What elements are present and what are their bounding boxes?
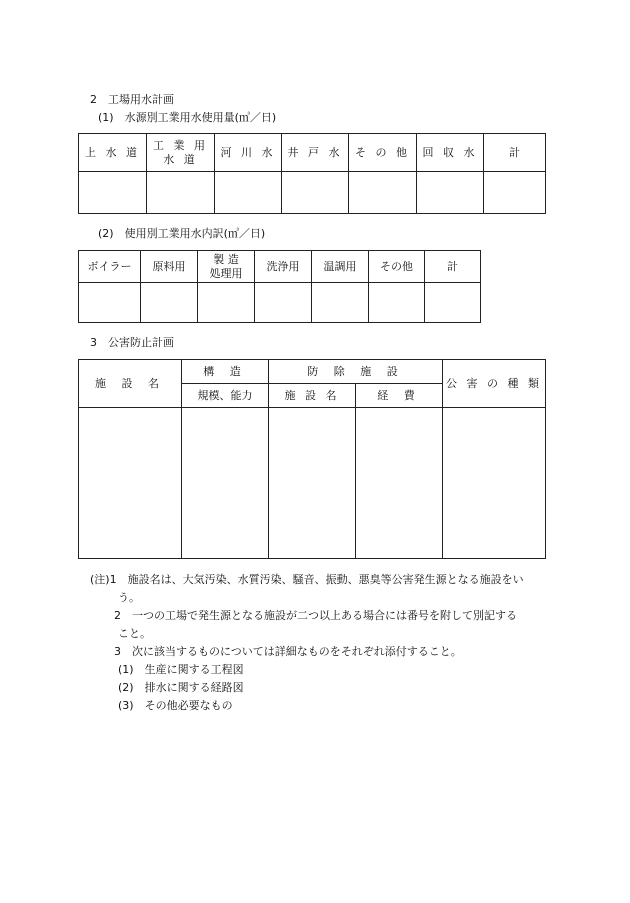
note-1-cont: う。 (118, 591, 140, 604)
header-boiler: ボイラー (79, 251, 141, 283)
cell-empty[interactable] (215, 172, 282, 214)
header-total: 計 (484, 134, 546, 172)
header-total: 計 (425, 251, 481, 283)
note-3-item-3: (3) その他必要なもの (118, 699, 233, 712)
cell-empty[interactable] (255, 283, 312, 323)
header-other: その他 (369, 251, 425, 283)
cell-empty[interactable] (443, 408, 546, 559)
usage-breakdown-subheading: (2) 使用別工業用水内訳(㎥／日) (98, 227, 266, 240)
water-source-subheading: (1) 水源別工業用水使用量(㎥／日) (98, 111, 277, 124)
header-raw-material: 原料用 (141, 251, 198, 283)
header-well-water: 井 戸 水 (282, 134, 349, 172)
header-scale-capacity: 規模、能力 (182, 384, 269, 408)
cell-empty[interactable] (282, 172, 349, 214)
cell-empty[interactable] (198, 283, 255, 323)
cell-empty[interactable] (369, 283, 425, 323)
cell-empty[interactable] (425, 283, 481, 323)
note-2: 2 一つの工場で発生源となる施設が二つ以上ある場合には番号を附して別記する (114, 609, 517, 622)
header-manufacturing: 製 造 処理用 (198, 251, 255, 283)
pollution-prevention-table (78, 359, 546, 559)
header-industrial-water: 工 業 用 水 道 (147, 134, 215, 172)
header-prevention-name: 施 設 名 (269, 384, 356, 408)
header-pollution-type: 公 害 の 種 類 (443, 360, 546, 408)
cell-empty[interactable] (356, 408, 443, 559)
header-structure: 構 造 (182, 360, 269, 384)
cell-empty[interactable] (417, 172, 484, 214)
cell-empty[interactable] (484, 172, 546, 214)
note-3: 3 次に該当するものについては詳細なものをそれぞれ添付すること。 (114, 645, 462, 658)
header-facility-name: 施 設 名 (79, 360, 182, 408)
header-prevention-facility: 防 除 施 設 (269, 360, 443, 384)
header-river-water: 河 川 水 (215, 134, 282, 172)
note-3-item-2: (2) 排水に関する経路図 (118, 681, 244, 694)
notes-block (90, 571, 550, 715)
section-3-heading: 3 公害防止計画 (90, 336, 174, 349)
cell-empty[interactable] (79, 408, 182, 559)
header-recovered-water: 回 収 水 (417, 134, 484, 172)
header-tap-water: 上 水 道 (79, 134, 147, 172)
header-other: そ の 他 (349, 134, 417, 172)
cell-empty[interactable] (147, 172, 215, 214)
cell-empty[interactable] (182, 408, 269, 559)
cell-empty[interactable] (79, 283, 141, 323)
note-1: (注)1 施設名は、大気汚染、水質汚染、騒音、振動、悪臭等公害発生源となる施設をい (90, 573, 524, 586)
cell-empty[interactable] (79, 172, 147, 214)
usage-breakdown-table (78, 250, 481, 323)
cell-empty[interactable] (349, 172, 417, 214)
header-temperature-control: 温調用 (312, 251, 369, 283)
note-3-item-1: (1) 生産に関する工程図 (118, 663, 244, 676)
cell-empty[interactable] (312, 283, 369, 323)
water-source-table (78, 133, 546, 214)
cell-empty[interactable] (141, 283, 198, 323)
header-cleaning: 洗浄用 (255, 251, 312, 283)
section-2-heading: 2 工場用水計画 (90, 93, 174, 106)
header-cost: 経 費 (356, 384, 443, 408)
cell-empty[interactable] (269, 408, 356, 559)
note-2-cont: こと。 (118, 627, 151, 640)
